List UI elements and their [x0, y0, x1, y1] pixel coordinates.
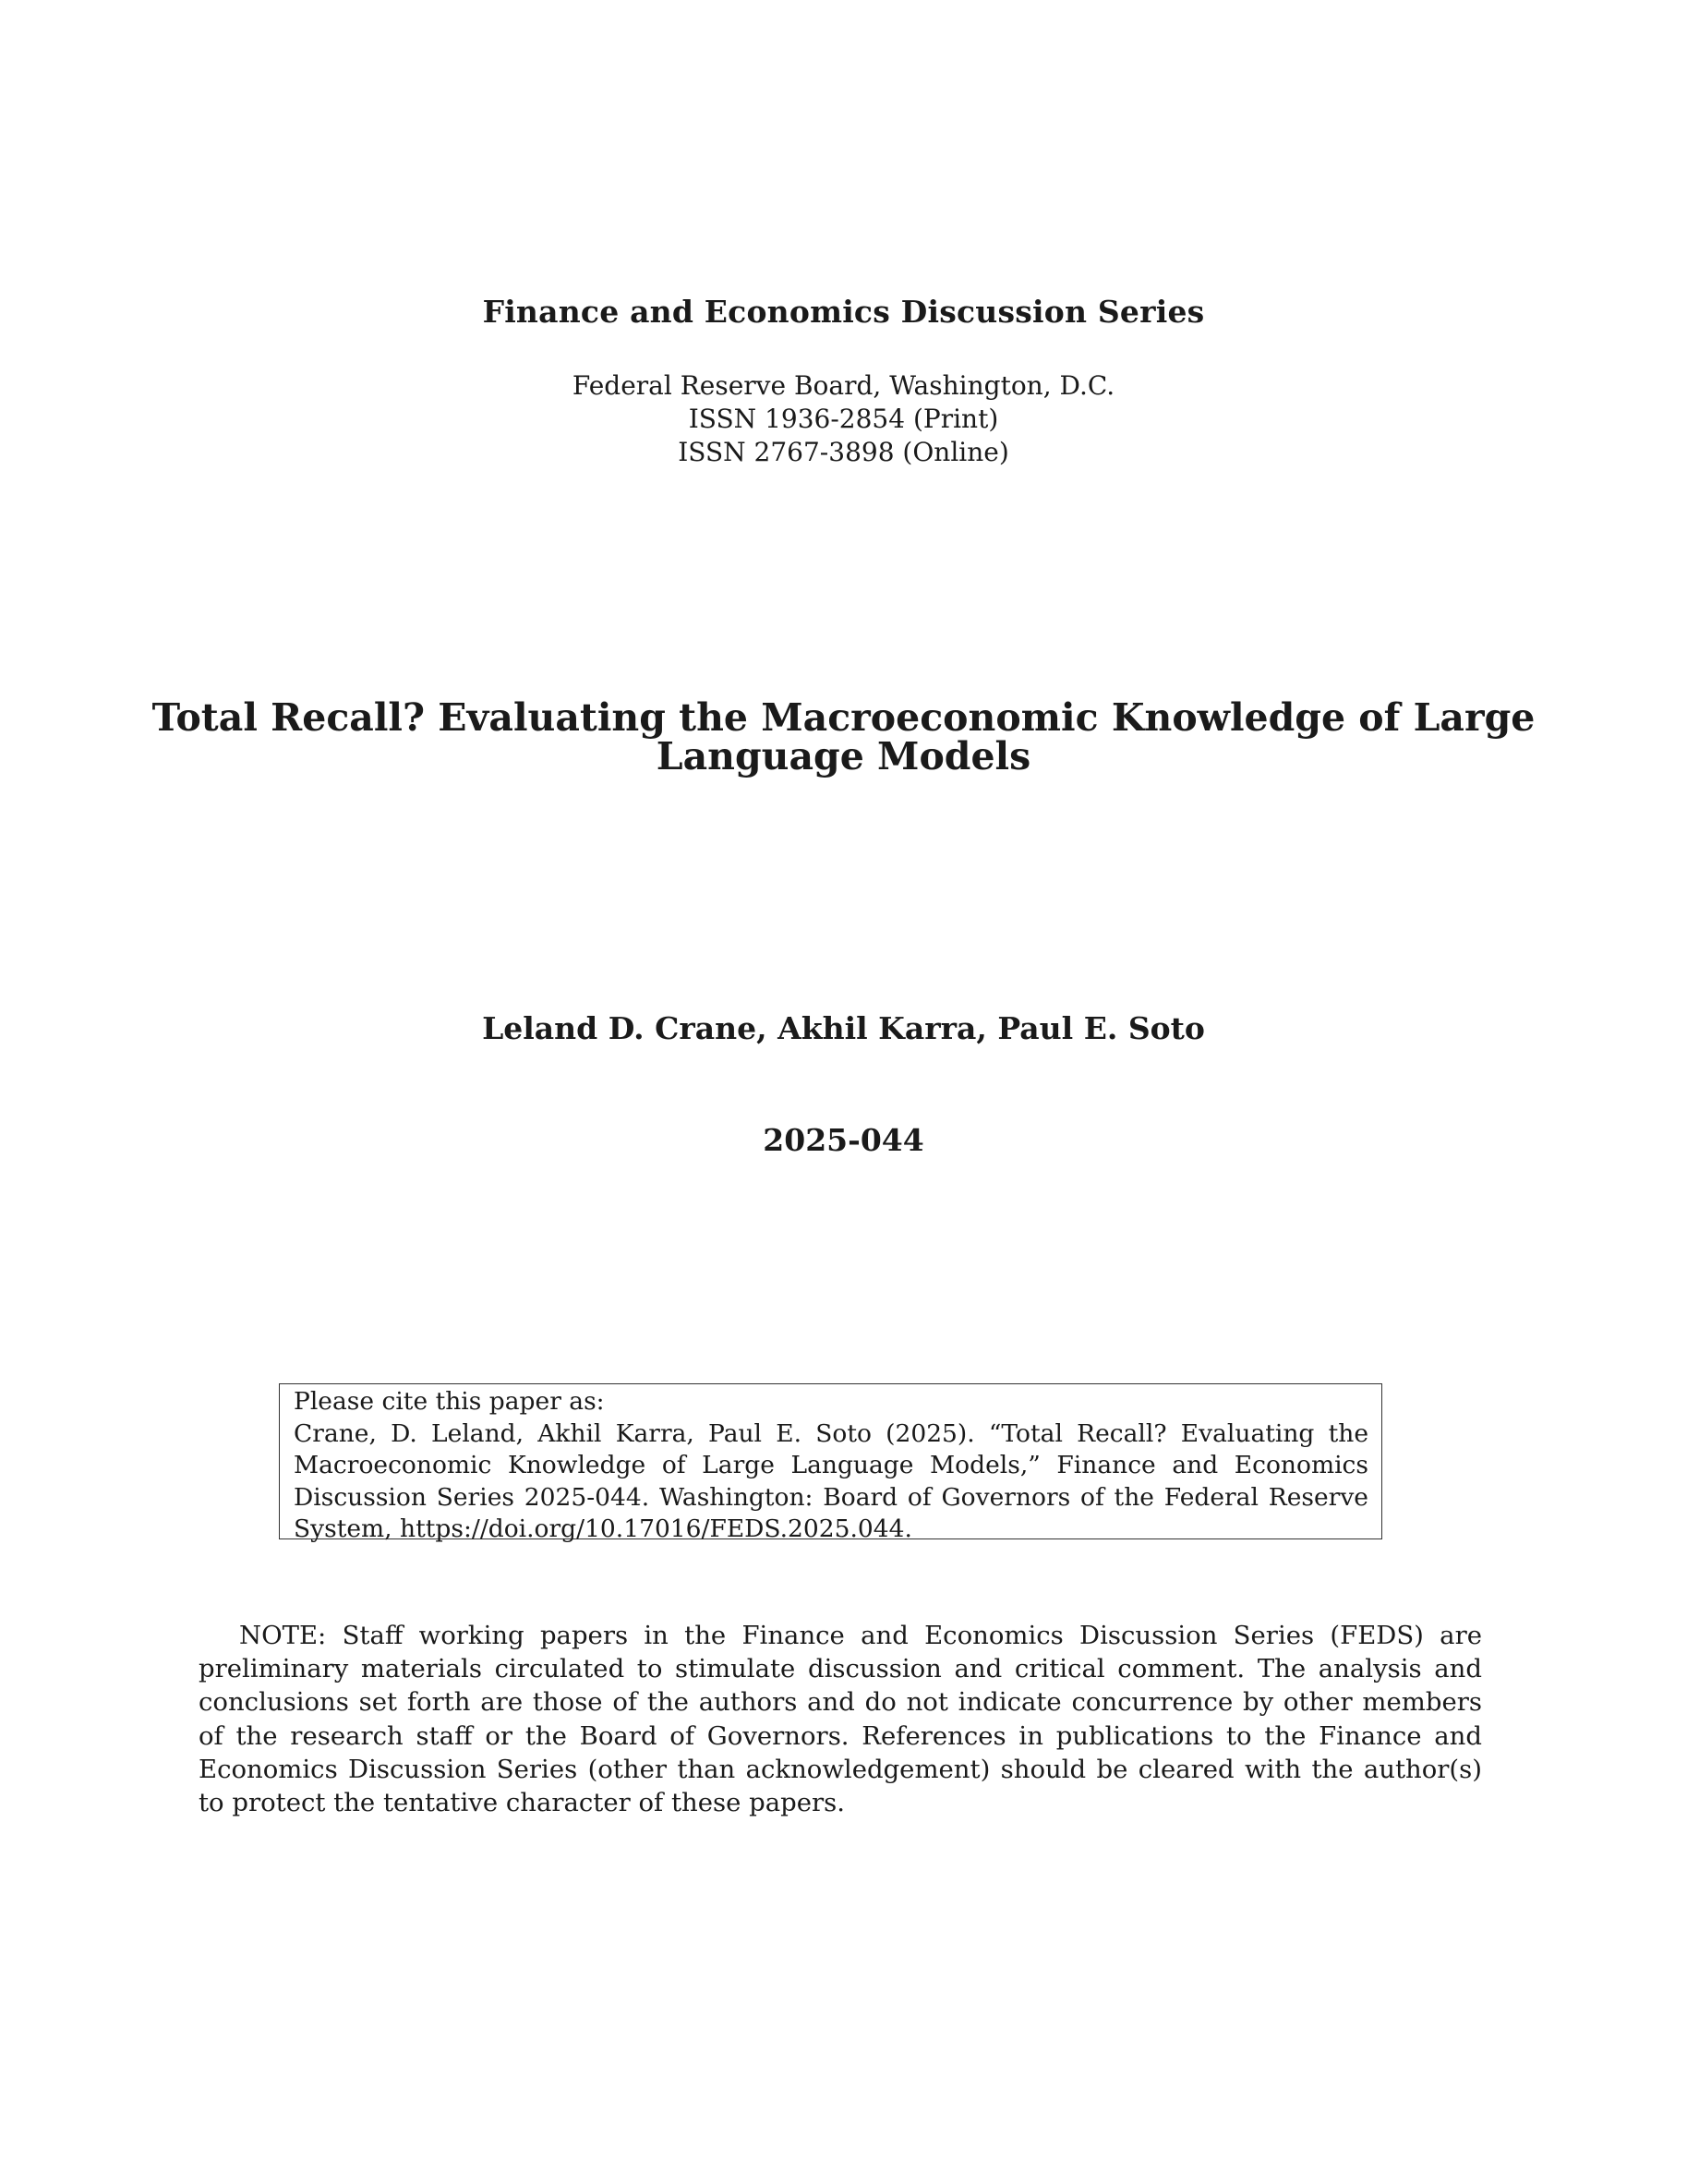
- issn-print: ISSN 1936-2854 (Print): [688, 404, 999, 434]
- issn-online: ISSN 2767-3898 (Online): [678, 437, 1009, 467]
- paper-title-line: Total Recall? Evaluating the Macroeconomic Knowledge of Large: [151, 695, 1536, 740]
- paper-title-line: Language Models: [656, 734, 1031, 778]
- paper-number: 2025-044: [763, 1122, 924, 1158]
- disclaimer-note: [199, 1619, 1482, 1819]
- citation-text: Crane, D. Leland, Akhil Karra, Paul E. Soto (2025). “Total Recall? Evaluating the Macroeconomic Knowledge of Large Language Models,” Finance and Economics Discussion Series 2025-044. Washington: Board of Governors of the Federal Reserve System, https://doi.org/10.17016/FEDS.2025.044.: [294, 1418, 1368, 1543]
- citation-intro: Please cite this paper as:: [294, 1387, 605, 1416]
- publisher-info: [0, 369, 1687, 469]
- citation-box: [279, 1383, 1382, 1543]
- series-title: Finance and Economics Discussion Series: [482, 294, 1205, 330]
- paper-title: [148, 695, 1539, 778]
- publisher-line: Federal Reserve Board, Washington, D.C.: [572, 370, 1115, 401]
- authors: Leland D. Crane, Akhil Karra, Paul E. Soto: [482, 1010, 1205, 1046]
- note-text: NOTE: Staff working papers in the Finance and Economics Discussion Series (FEDS) are preliminary materials circulated to stimulate discussion and critical comment. The analysis and conclusions set forth are those of the authors and do not indicate concurrence by other members of the research staff or the Board of Governors. References in publications to the Finance and Economics Discussion Series (other than acknowledgement) should be cleared with the author(s) to protect the tentative character of these papers.: [199, 1621, 1482, 1818]
